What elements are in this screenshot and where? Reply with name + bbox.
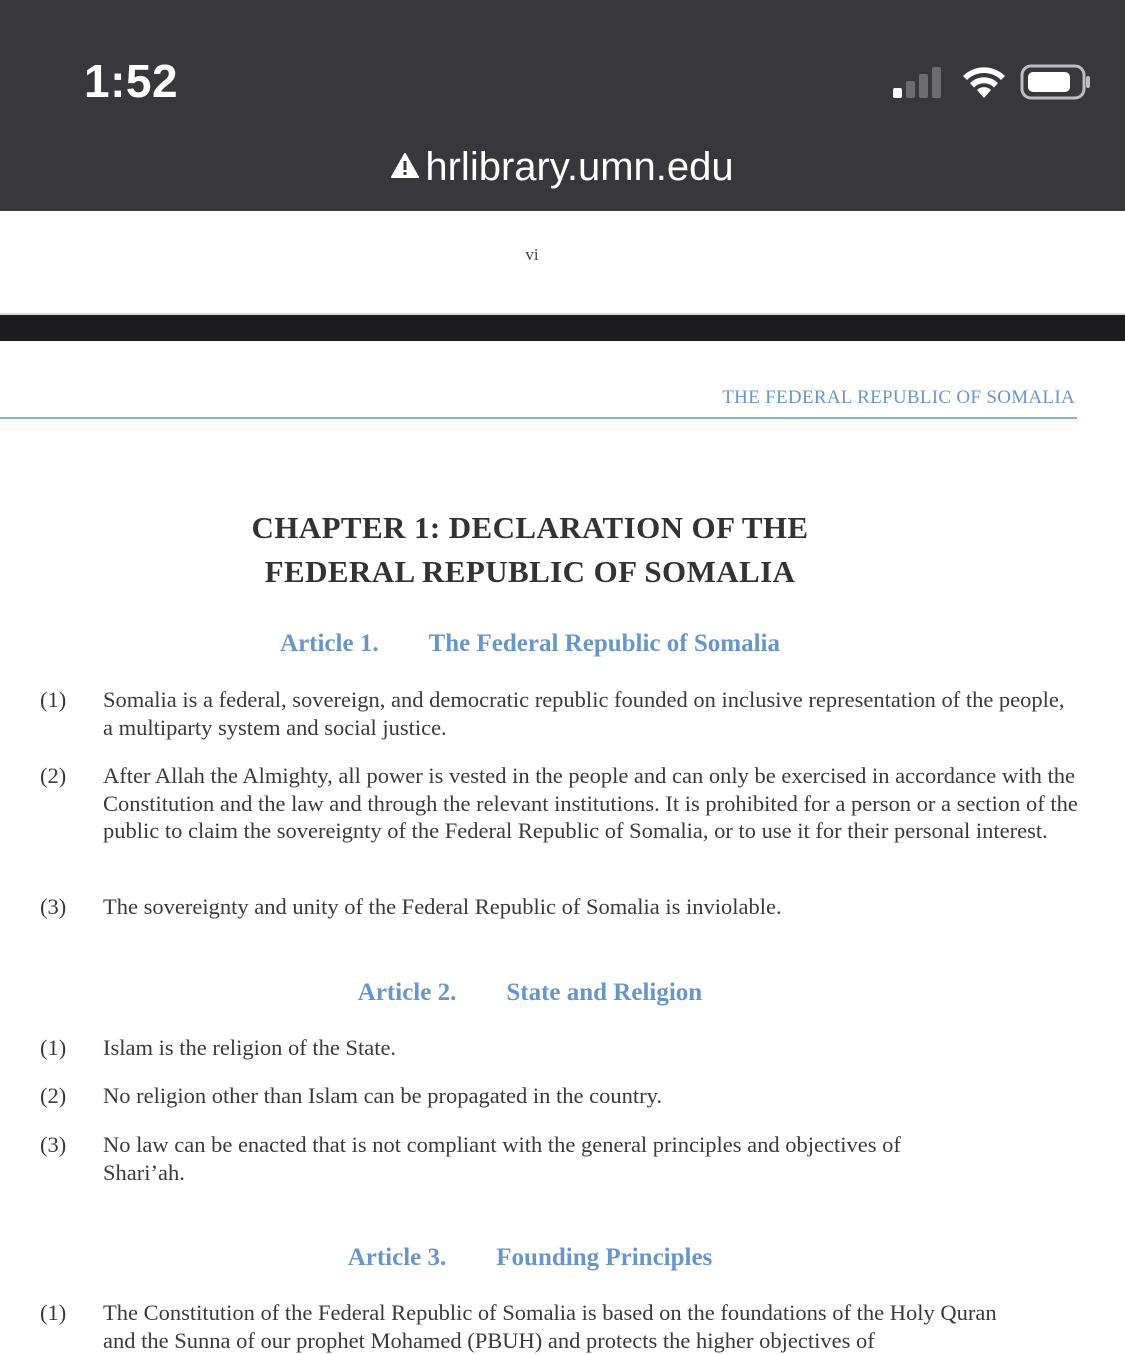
clause-number: (1) xyxy=(40,1300,67,1325)
address-bar[interactable] xyxy=(0,145,1125,190)
url-text: hrlibrary.umn.edu xyxy=(425,145,734,189)
clause xyxy=(40,686,1080,741)
chapter-title-line1: CHAPTER 1: DECLARATION OF THE xyxy=(251,510,809,545)
article-title: The Federal Republic of Somalia xyxy=(428,630,780,657)
page-divider xyxy=(0,313,1125,341)
running-header: THE FEDERAL REPUBLIC OF SOMALIA xyxy=(722,387,1075,408)
article-title: State and Religion xyxy=(506,979,703,1006)
warning-triangle-icon xyxy=(391,153,419,179)
clause-number: (1) xyxy=(40,687,67,712)
clause-text: After Allah the Almighty, all power is vested in the people and can only be exercised in accordance with the Constitution and the law and through the relevant institutions. It is prohibited for a person or a section of the public to claim the sovereignty of the Federal Republic of Somalia, or to use it for their personal interest. xyxy=(103,763,1078,843)
chapter-title xyxy=(0,506,1060,594)
clause-text: No religion other than Islam can be propagated in the country. xyxy=(103,1083,662,1108)
clause-number: (1) xyxy=(40,1035,67,1060)
header-rule xyxy=(0,417,1077,419)
clause-text: The sovereignty and unity of the Federal Republic of Somalia is inviolable. xyxy=(103,894,782,919)
clause-number: (3) xyxy=(40,894,67,919)
clause-number: (3) xyxy=(40,1132,67,1157)
article-number: Article 2. xyxy=(357,979,457,1006)
article-title: Founding Principles xyxy=(496,1244,713,1271)
clause-text: Somalia is a federal, sovereign, and democratic republic founded on inclusive representation of the people, a multiparty system and social justice. xyxy=(103,687,1065,740)
page-number: vi xyxy=(525,245,539,264)
clause-text: Islam is the religion of the State. xyxy=(103,1035,397,1060)
clause xyxy=(40,1299,1080,1354)
clause-text: The Constitution of the Federal Republic of Somalia is based on the foundations of the Holy Quran and the Sunna of our prophet Mohamed (PBUH) and protects the higher objectives of xyxy=(103,1300,997,1353)
clause-text: No law can be enacted that is not compliant with the general principles and objectives of Shari’ah. xyxy=(103,1132,901,1185)
article-number: Article 3. xyxy=(347,1244,447,1271)
battery-icon xyxy=(1020,64,1092,100)
chapter-title-line2: FEDERAL REPUBLIC OF SOMALIA xyxy=(264,554,796,589)
clause-number: (2) xyxy=(40,763,67,788)
article-number: Article 1. xyxy=(280,630,379,657)
clause xyxy=(40,1082,1080,1110)
clause xyxy=(40,1131,1080,1186)
clause xyxy=(40,762,1080,845)
article-3-heading xyxy=(0,1244,1060,1272)
cellular-signal-icon xyxy=(893,66,945,100)
clause xyxy=(40,893,1080,921)
clause-number: (2) xyxy=(40,1083,67,1108)
wifi-icon xyxy=(960,64,1008,100)
article-2-heading xyxy=(0,979,1060,1007)
clause xyxy=(40,1034,1080,1062)
status-time: 1:52 xyxy=(84,55,179,107)
article-1-heading xyxy=(0,630,1060,658)
